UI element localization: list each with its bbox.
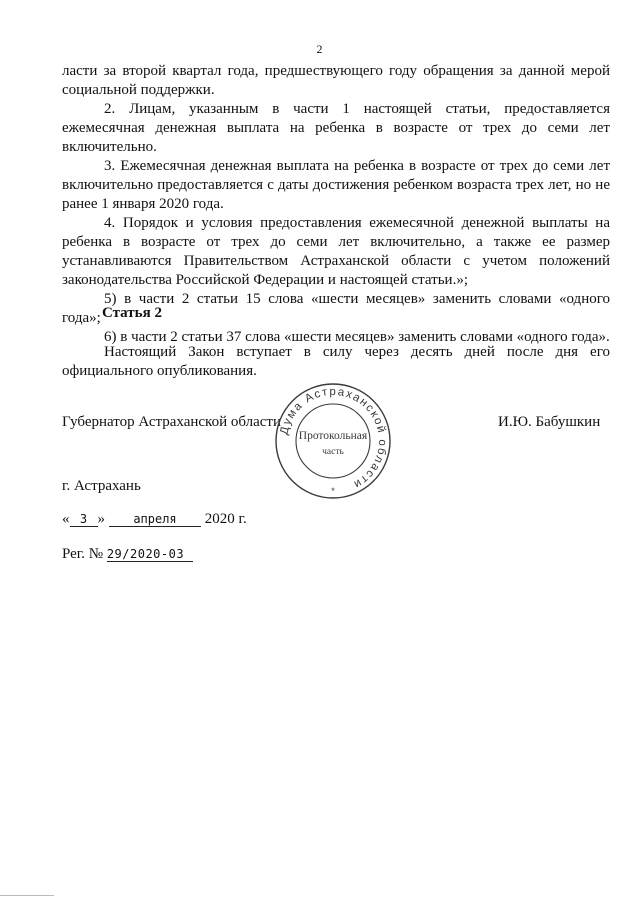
paragraph-4: 4. Порядок и условия предоставления ежемесячной денежной выплаты на ребенка в возрасте от трех до семи лет включительно, а также ее размер устанавливаются Правительством Астраханской области с учетом положений законодательства Российской Федерации и настоящей статьи.»; [62, 215, 610, 288]
article-2-text: Настоящий Закон вступает в силу через десять дней после дня его официального опубликования. [62, 344, 610, 379]
svg-text:Протокольная: Протокольная [298, 430, 368, 442]
date-year: 2020 г. [204, 511, 247, 527]
registration-value: 29/2020-03 [107, 547, 193, 562]
paragraph-continuation: ласти за второй квартал года, предшествующего году обращения за данной мерой социальной поддержки. [62, 63, 610, 98]
date-close-quote: » [97, 511, 105, 527]
signing-date [62, 511, 247, 528]
paragraph-3: 3. Ежемесячная денежная выплата на ребенка в возрасте от трех до семи лет включительно предоставляется с даты достижения ребенком возраста трех лет, но не ранее 1 января 2020 года. [62, 158, 610, 212]
scan-edge-line [0, 895, 54, 896]
date-month: апреля [109, 512, 201, 527]
registration-label: Рег. № [62, 546, 104, 562]
paragraph-2: 2. Лицам, указанным в части 1 настоящей статьи, предоставляется ежемесячная денежная выплата на ребенка в возрасте от трех до семи лет включительно. [62, 101, 610, 155]
official-stamp-seal [274, 382, 392, 500]
date-open-quote: « [62, 511, 70, 527]
amendment-5: 5) в части 2 статьи 15 слова «шести месяцев» заменить словами «одного года»; [62, 291, 610, 326]
date-day: 3 [70, 512, 98, 527]
article-2-heading: Статья 2 [102, 305, 162, 321]
svg-text:*: * [331, 486, 335, 496]
signatory-name: И.Ю. Бабушкин [498, 414, 601, 430]
amendment-6: 6) в части 2 статьи 37 слова «шести месяцев» заменить словами «одного года». [104, 329, 610, 345]
stamp-ring-text: Дума Астраханской области [278, 385, 389, 491]
signatory-position: Губернатор Астраханской области [62, 414, 282, 430]
page-number: 2 [316, 42, 323, 56]
registration-number [62, 546, 193, 563]
svg-text:часть: часть [322, 447, 344, 457]
place-of-signing: г. Астрахань [62, 478, 141, 494]
